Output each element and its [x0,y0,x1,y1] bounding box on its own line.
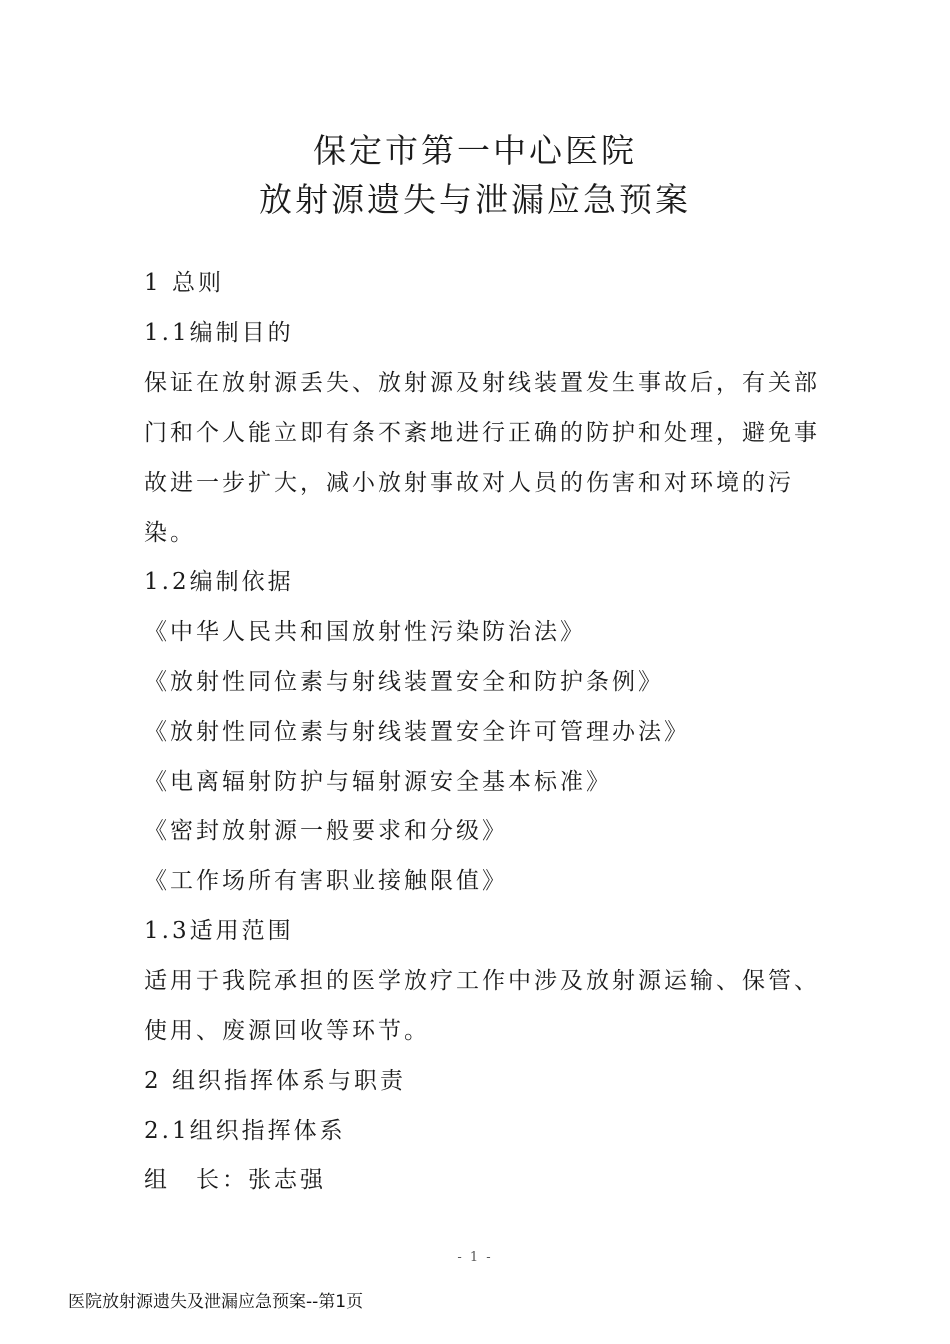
paragraph-line: 保证在放射源丢失、放射源及射线装置发生事故后，有关部 [144,370,820,396]
document-title-hospital: 保定市第一中心医院 [313,131,637,170]
subsection-heading: 1.2编制依据 [144,569,294,595]
reference-item: 《工作场所有害职业接触限值》 [144,868,508,894]
paragraph-line: 适用于我院承担的医学放疗工作中涉及放射源运输、保管、 [144,968,820,994]
reference-item: 《电离辐射防护与辐射源安全基本标准》 [144,769,612,795]
paragraph-line: 门和个人能立即有条不紊地进行正确的防护和处理，避免事 [144,420,820,446]
subsection-heading: 1.3适用范围 [144,918,294,944]
paragraph-line: 染。 [144,520,196,546]
subsection-heading: 1.1编制目的 [144,320,294,346]
reference-item: 《放射性同位素与射线装置安全许可管理办法》 [144,719,690,745]
page-number: - 1 - [457,1250,493,1265]
paragraph-line: 使用、废源回收等环节。 [144,1018,430,1044]
subsection-heading: 2.1组织指挥体系 [144,1118,346,1144]
team-leader-line: 组 长：张志强 [144,1167,326,1193]
reference-item: 《密封放射源一般要求和分级》 [144,818,508,844]
document-title-plan: 放射源遗失与泄漏应急预案 [259,180,691,219]
reference-item: 《中华人民共和国放射性污染防治法》 [144,619,586,645]
reference-item: 《放射性同位素与射线装置安全和防护条例》 [144,669,664,695]
paragraph-line: 故进一步扩大，减小放射事故对人员的伤害和对环境的污 [144,470,794,496]
footer-caption: 医院放射源遗失及泄漏应急预案--第1页 [68,1292,364,1312]
section-heading: 2 组织指挥体系与职责 [144,1068,406,1094]
section-heading: 1 总则 [144,270,224,296]
